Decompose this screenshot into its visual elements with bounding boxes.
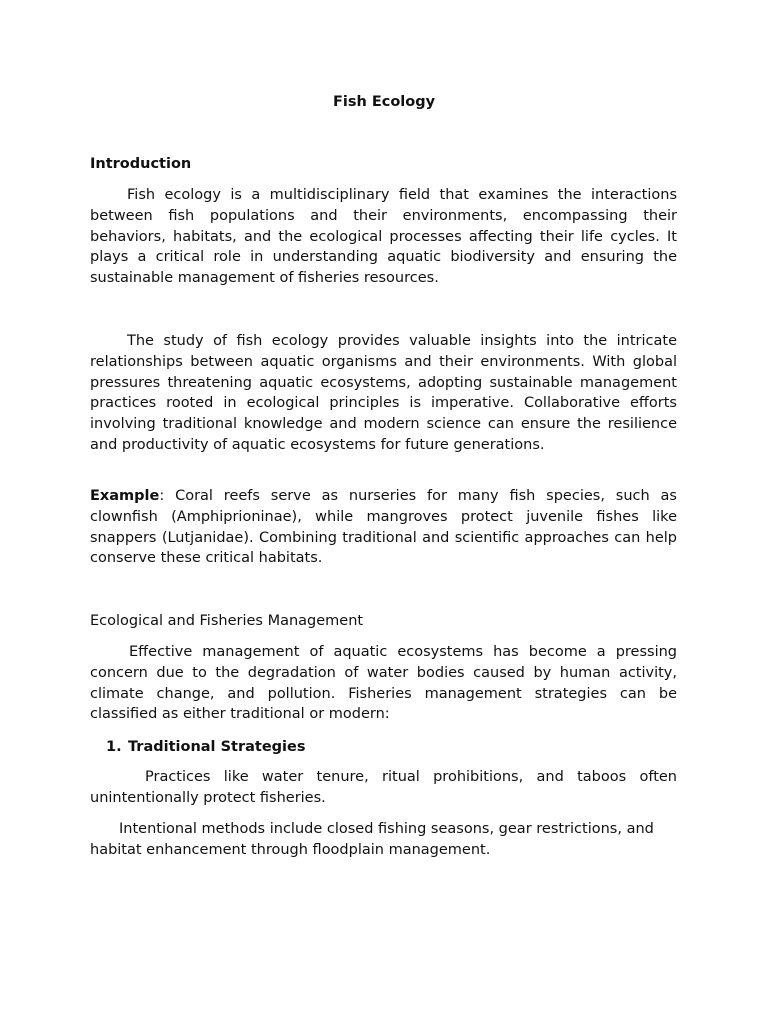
management-paragraph: Effective management of aquatic ecosystems has become a pressing concern due to the degradation of water bodies caused by human activity, climate change, and pollution. Fisheries management strategies can be classified as either traditional or modern: [90, 644, 677, 723]
practices-paragraph: Practices like water tenure, ritual prohibitions, and taboos often unintentionally protect fisheries. [90, 769, 677, 806]
example-text: : Coral reefs serve as nurseries for many fish species, such as clownfish (Amphiprioninae), while mangroves protect juvenile fishes like snappers (Lutjanidae). Combining traditional and scientific approaches can help conserve these critical habitats. [90, 488, 677, 567]
example-paragraph [90, 486, 677, 569]
management-heading: Ecological and Fisheries Management [90, 613, 364, 629]
document-title: Fish Ecology [332, 94, 436, 110]
list-item-traditional-strategies [106, 737, 305, 758]
intentional-paragraph: Intentional methods include closed fishing seasons, gear restrictions, and habitat enhancement through floodplain management. [90, 821, 654, 858]
intro-paragraph: Fish ecology is a multidisciplinary field that examines the interactions between fish populations and their environments, encompassing their behaviors, habitats, and the ecological processes affecting their life cycles. It plays a critical role in understanding aquatic biodiversity and ensuring the sustainable management of fisheries resources. [90, 187, 677, 287]
intro-heading: Introduction [90, 156, 192, 172]
example-label: Example [90, 488, 160, 504]
list-item-number: 1. [106, 739, 122, 755]
list-item-label: Traditional Strategies [128, 739, 306, 755]
study-paragraph: The study of fish ecology provides valuable insights into the intricate relationships between aquatic organisms and their environments. With global pressures threatening aquatic ecosystems, adopting sustainable management practices rooted in ecological principles is imperative. Collaborative efforts involving traditional knowledge and modern science can ensure the resilience and productivity of aquatic ecosystems for future generations. [90, 333, 677, 453]
